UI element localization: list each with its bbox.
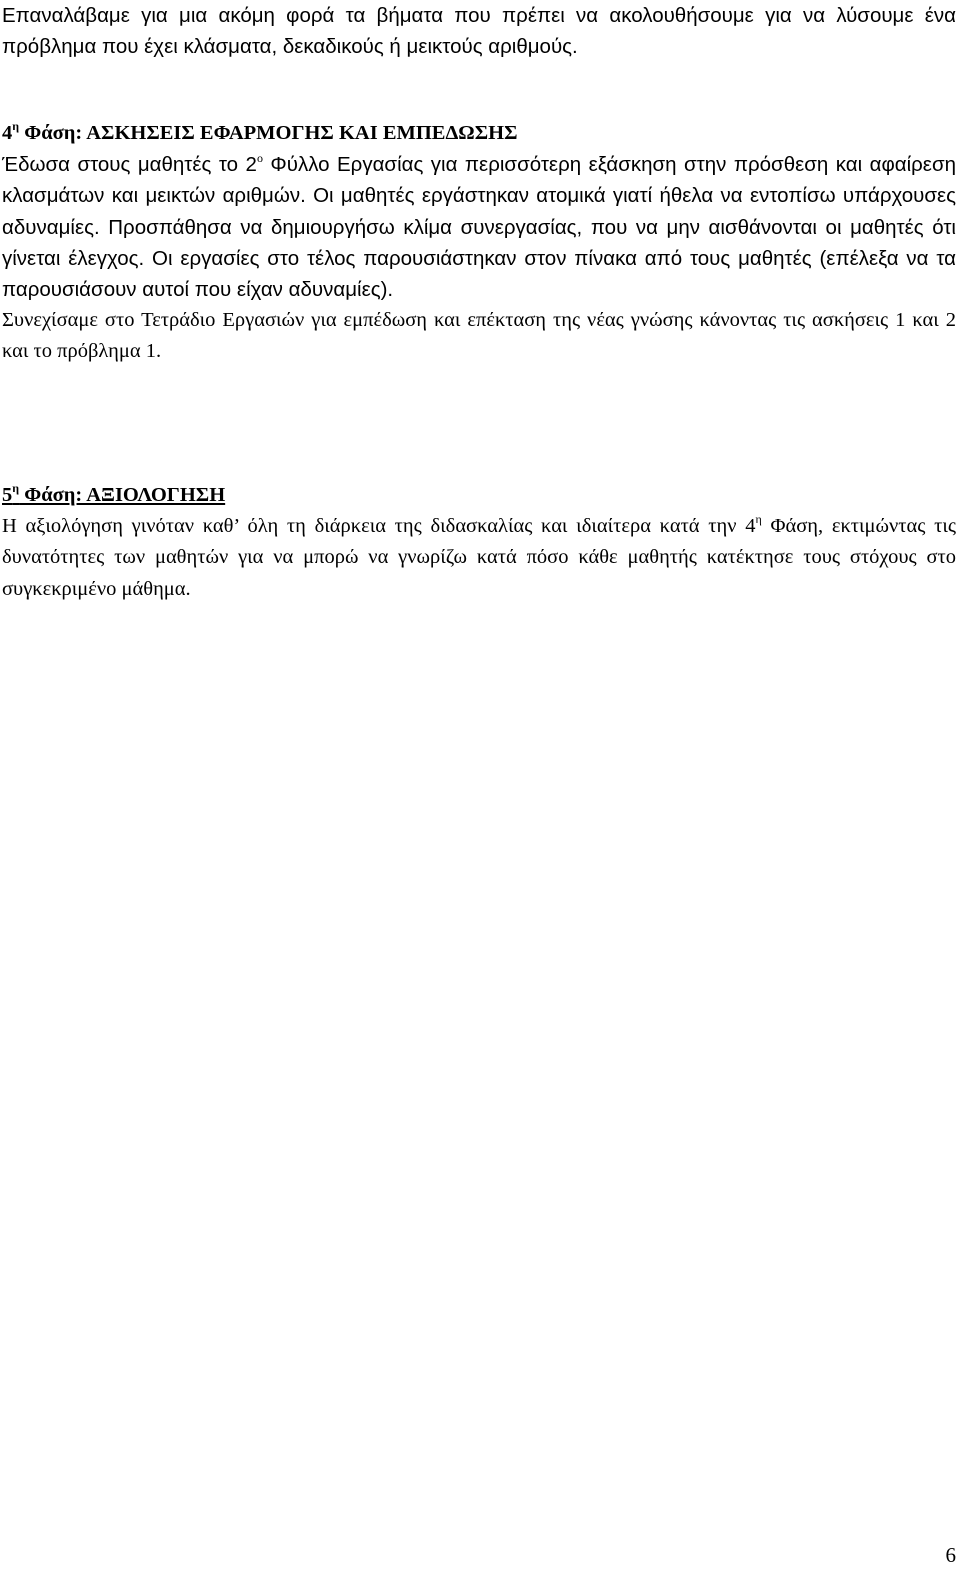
phase5-heading-number: 5 (2, 484, 13, 506)
phase5-p1-after: Φάση, εκτιμώντας τις δυνατότητες των μαθητών για να μπορώ να γνωρίζω κατά πόσο κάθε μαθητής κατέκτησε τους στόχους στο συγκεκριμένο μάθημα. (2, 515, 956, 600)
phase5-heading-sup: η (12, 481, 20, 495)
phase5-paragraph (2, 511, 956, 605)
phase4-paragraph-1 (2, 149, 956, 305)
phase4-paragraph-2: Συνεχίσαμε στο Τετράδιο Εργασιών για εμπέδωση και επέκταση της νέας γνώσης κάνοντας τις ασκήσεις 1 και 2 και το πρόβλημα 1. (2, 309, 956, 363)
phase5-heading-text: Φάση: ΑΞΙΟΛΟΓΗΣΗ (19, 484, 226, 506)
phase4-heading-text: Φάση: ΑΣΚΗΣΕΙΣ ΕΦΑΡΜΟΓΗΣ ΚΑΙ ΕΜΠΕΔΩΣΗΣ (19, 122, 518, 144)
phase4-p1-after: Φύλλο Εργασίας για περισσότερη εξάσκηση στην πρόσθεση και αφαίρεση κλασμάτων και μεικτών αριθμών. Οι μαθητές εργάστηκαν ατομικά γιατί ήθελα να εντοπίσω υπάρχουσες αδυναμίες. Προσπάθησα να δημιουργήσω κλίμα συνεργασίας, που να μην αισθάνονται οι μαθητές ότι γίνεται έλεγχος. Οι εργασίες στο τέλος παρουσιάστηκαν στον πίνακα από τους μαθητές (επέλεξα να τα παρουσιάσουν αυτοί που είχαν αδυναμίες). (2, 153, 956, 302)
page-number: 6 (945, 1543, 956, 1567)
phase4-p1-sup: ο (256, 151, 263, 166)
phase4-heading-number: 4 (2, 122, 13, 144)
intro-paragraph: Επαναλάβαμε για μια ακόμη φορά τα βήματα που πρέπει να ακολουθήσουμε για να λύσουμε ένα πρόβλημα που έχει κλάσματα, δεκαδικούς ή μεικτούς αριθμούς. (2, 4, 956, 59)
phase4-heading (2, 118, 956, 149)
phase4-p1-before: Έδωσα στους μαθητές το 2 (2, 153, 257, 177)
phase5-heading (2, 480, 956, 511)
phase4-section (2, 118, 956, 368)
phase5-section (2, 480, 956, 605)
intro-section (2, 0, 956, 62)
phase5-p1-sup: η (755, 512, 762, 527)
phase4-heading-sup: η (12, 119, 20, 133)
phase5-p1-before: Η αξιολόγηση γινόταν καθ’ όλη τη διάρκεια της διδασκαλίας και ιδιαίτερα κατά την 4 (2, 515, 756, 538)
